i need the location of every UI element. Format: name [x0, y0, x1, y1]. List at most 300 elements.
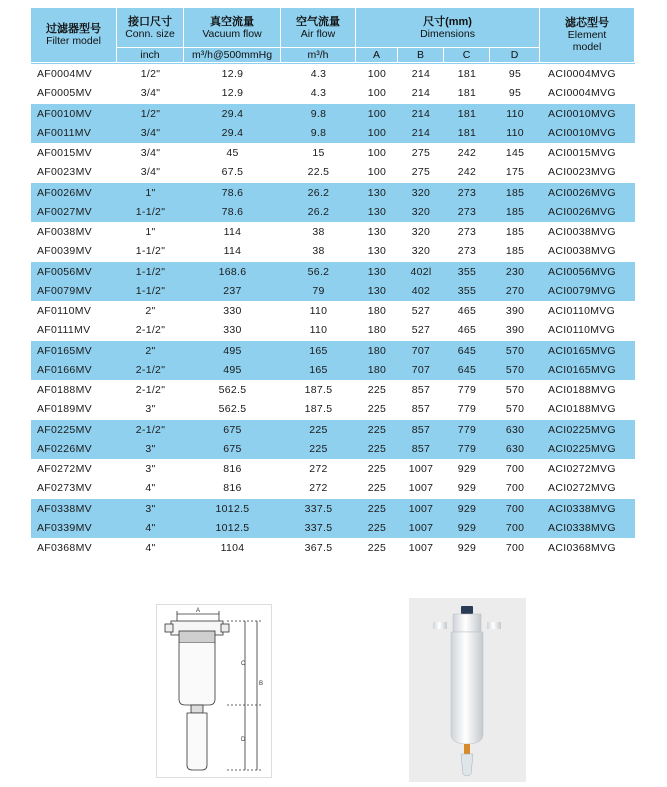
cell-vac: 562.5	[184, 399, 281, 418]
cell-d: 630	[490, 418, 540, 439]
header-conn-en: Conn. size	[125, 27, 175, 40]
collector-bottle	[187, 713, 207, 770]
cell-d: 700	[490, 537, 540, 557]
cell-conn: 1-1/2"	[117, 202, 184, 221]
cell-d: 700	[490, 518, 540, 537]
cell-b: 320	[398, 181, 444, 202]
cell-model: AF0110MV	[31, 300, 117, 320]
cell-b: 402	[398, 281, 444, 300]
cell-b: 214	[398, 102, 444, 123]
header-filter-model	[31, 8, 117, 63]
filter-spec-table	[31, 8, 635, 557]
cell-model: AF0189MV	[31, 399, 117, 418]
table-row	[31, 142, 635, 162]
table-row	[31, 83, 635, 102]
cell-a: 225	[356, 537, 398, 557]
cell-a: 100	[356, 123, 398, 142]
cell-elem: ACI0004MVG	[540, 83, 635, 102]
header-air-unit: m³/h	[281, 48, 356, 63]
cell-model: AF0339MV	[31, 518, 117, 537]
cell-model: AF0010MV	[31, 102, 117, 123]
cell-conn: 1-1/2"	[117, 281, 184, 300]
cell-model: AF0023MV	[31, 162, 117, 181]
cell-d: 700	[490, 458, 540, 478]
outlet-port	[221, 624, 229, 632]
cell-conn: 2-1/2"	[117, 320, 184, 339]
cell-a: 225	[356, 518, 398, 537]
cell-vac: 495	[184, 360, 281, 379]
header-dim-en: Dimensions	[420, 27, 475, 40]
header-elem-en2: model	[572, 41, 602, 53]
cell-conn: 4"	[117, 518, 184, 537]
cell-a: 130	[356, 281, 398, 300]
label-a: A	[196, 608, 201, 614]
cell-model: AF0027MV	[31, 202, 117, 221]
cell-conn: 3/4"	[117, 83, 184, 102]
cell-d: 570	[490, 399, 540, 418]
cell-conn: 3"	[117, 458, 184, 478]
cell-conn: 4"	[117, 478, 184, 497]
cell-elem: ACI0038MVG	[540, 241, 635, 260]
cell-b: 857	[398, 399, 444, 418]
cell-d: 700	[490, 478, 540, 497]
cell-air: 165	[281, 360, 356, 379]
cell-conn: 2-1/2"	[117, 418, 184, 439]
cell-air: 110	[281, 300, 356, 320]
table-row	[31, 458, 635, 478]
cell-conn: 2"	[117, 339, 184, 360]
cell-air: 79	[281, 281, 356, 300]
cell-air: 337.5	[281, 497, 356, 518]
header-dimensions	[356, 8, 540, 48]
cell-elem: ACI0225MVG	[540, 418, 635, 439]
cell-elem: ACI0010MVG	[540, 102, 635, 123]
cell-b: 275	[398, 142, 444, 162]
cell-c: 929	[444, 497, 490, 518]
cell-d: 175	[490, 162, 540, 181]
cell-a: 180	[356, 300, 398, 320]
cell-c: 465	[444, 300, 490, 320]
cell-elem: ACI0023MVG	[540, 162, 635, 181]
cell-conn: 2-1/2"	[117, 379, 184, 399]
cell-b: 402l	[398, 260, 444, 281]
cell-d: 185	[490, 202, 540, 221]
cell-a: 180	[356, 320, 398, 339]
table-row	[31, 320, 635, 339]
table-body	[31, 63, 635, 557]
drain-bottle	[461, 754, 473, 776]
cell-a: 180	[356, 339, 398, 360]
cell-model: AF0188MV	[31, 379, 117, 399]
table-row	[31, 181, 635, 202]
cell-conn: 1-1/2"	[117, 260, 184, 281]
table-row	[31, 399, 635, 418]
cell-d: 185	[490, 181, 540, 202]
header-conn-cn: 接口尺寸	[128, 15, 172, 28]
cell-model: AF0079MV	[31, 281, 117, 300]
cell-model: AF0165MV	[31, 339, 117, 360]
cell-elem: ACI0165MVG	[540, 360, 635, 379]
cell-air: 225	[281, 439, 356, 458]
cell-b: 527	[398, 300, 444, 320]
cell-a: 225	[356, 458, 398, 478]
cell-c: 779	[444, 418, 490, 439]
cell-c: 181	[444, 83, 490, 102]
cell-b: 1007	[398, 478, 444, 497]
label-c: C	[241, 661, 246, 667]
inlet-port	[165, 624, 173, 632]
cell-a: 225	[356, 418, 398, 439]
cell-model: AF0026MV	[31, 181, 117, 202]
cell-vac: 816	[184, 458, 281, 478]
cell-vac: 237	[184, 281, 281, 300]
cell-vac: 78.6	[184, 202, 281, 221]
cell-a: 100	[356, 142, 398, 162]
cell-model: AF0272MV	[31, 458, 117, 478]
cell-c: 645	[444, 360, 490, 379]
cell-b: 857	[398, 379, 444, 399]
cell-elem: ACI0026MVG	[540, 202, 635, 221]
inlet-pipe	[433, 622, 447, 629]
table-row	[31, 360, 635, 379]
cell-b: 214	[398, 83, 444, 102]
cell-elem: ACI0165MVG	[540, 339, 635, 360]
cell-air: 4.3	[281, 63, 356, 83]
cell-air: 26.2	[281, 202, 356, 221]
cell-air: 110	[281, 320, 356, 339]
cell-conn: 3"	[117, 399, 184, 418]
cell-c: 273	[444, 241, 490, 260]
cell-elem: ACI0188MVG	[540, 399, 635, 418]
cell-vac: 168.6	[184, 260, 281, 281]
cell-vac: 29.4	[184, 123, 281, 142]
table-row	[31, 518, 635, 537]
table-row	[31, 497, 635, 518]
cell-air: 56.2	[281, 260, 356, 281]
table-row	[31, 123, 635, 142]
cell-b: 320	[398, 221, 444, 241]
top-fitting	[461, 606, 473, 614]
cell-model: AF0004MV	[31, 63, 117, 83]
cell-air: 9.8	[281, 102, 356, 123]
cell-air: 272	[281, 458, 356, 478]
header-air-en: Air flow	[300, 27, 336, 40]
cell-model: AF0111MV	[31, 320, 117, 339]
cell-vac: 114	[184, 241, 281, 260]
cell-c: 273	[444, 221, 490, 241]
table-row	[31, 221, 635, 241]
cell-vac: 114	[184, 221, 281, 241]
cell-vac: 67.5	[184, 162, 281, 181]
drain-neck	[191, 705, 203, 713]
label-d: D	[241, 737, 246, 743]
table-row	[31, 300, 635, 320]
cell-vac: 1012.5	[184, 518, 281, 537]
cell-a: 225	[356, 399, 398, 418]
cell-air: 272	[281, 478, 356, 497]
cell-c: 355	[444, 260, 490, 281]
cell-b: 1007	[398, 518, 444, 537]
cell-elem: ACI0225MVG	[540, 439, 635, 458]
cell-model: AF0368MV	[31, 537, 117, 557]
cell-c: 273	[444, 181, 490, 202]
table-row	[31, 202, 635, 221]
table-row	[31, 379, 635, 399]
cell-d: 630	[490, 439, 540, 458]
cell-b: 857	[398, 439, 444, 458]
cell-vac: 495	[184, 339, 281, 360]
cell-c: 181	[444, 102, 490, 123]
cell-b: 1007	[398, 497, 444, 518]
cell-conn: 3"	[117, 439, 184, 458]
cell-d: 95	[490, 63, 540, 83]
header-dim-c: C	[444, 48, 490, 63]
table-row	[31, 162, 635, 181]
product-photo	[409, 598, 526, 782]
cell-b: 1007	[398, 458, 444, 478]
cell-b: 320	[398, 202, 444, 221]
cell-d: 185	[490, 241, 540, 260]
cell-b: 214	[398, 63, 444, 83]
cell-model: AF0338MV	[31, 497, 117, 518]
cell-conn: 1"	[117, 221, 184, 241]
header-vacuum-flow	[184, 8, 281, 48]
cell-elem: ACI0110MVG	[540, 300, 635, 320]
housing-body	[451, 632, 483, 744]
cell-air: 187.5	[281, 379, 356, 399]
outlet-pipe	[487, 622, 501, 629]
table-row	[31, 63, 635, 83]
header-elem-cn: 滤芯型号	[565, 17, 610, 29]
cell-model: AF0056MV	[31, 260, 117, 281]
cell-b: 214	[398, 123, 444, 142]
cell-a: 130	[356, 260, 398, 281]
cell-d: 390	[490, 300, 540, 320]
cell-air: 38	[281, 221, 356, 241]
cell-model: AF0226MV	[31, 439, 117, 458]
table-row	[31, 537, 635, 557]
header-dim-d: D	[490, 48, 540, 63]
cell-conn: 1"	[117, 181, 184, 202]
cell-air: 9.8	[281, 123, 356, 142]
cell-c: 242	[444, 162, 490, 181]
header-vac-cn: 真空流量	[210, 15, 254, 28]
cell-model: AF0273MV	[31, 478, 117, 497]
cell-a: 225	[356, 478, 398, 497]
table-row	[31, 418, 635, 439]
cell-model: AF0005MV	[31, 83, 117, 102]
cell-vac: 562.5	[184, 379, 281, 399]
cell-b: 527	[398, 320, 444, 339]
cell-c: 273	[444, 202, 490, 221]
drain-valve	[464, 744, 470, 754]
cell-conn: 4"	[117, 537, 184, 557]
filter-element-top	[179, 631, 215, 643]
dimension-drawing	[156, 604, 272, 778]
cell-c: 181	[444, 63, 490, 83]
cell-b: 1007	[398, 537, 444, 557]
cell-vac: 816	[184, 478, 281, 497]
cell-vac: 1012.5	[184, 497, 281, 518]
cell-a: 130	[356, 181, 398, 202]
table-row	[31, 102, 635, 123]
cell-air: 15	[281, 142, 356, 162]
cell-conn: 3/4"	[117, 142, 184, 162]
cell-conn: 2-1/2"	[117, 360, 184, 379]
cell-conn: 3"	[117, 497, 184, 518]
cell-model: AF0225MV	[31, 418, 117, 439]
cell-d: 185	[490, 221, 540, 241]
cell-elem: ACI0338MVG	[540, 497, 635, 518]
cell-elem: ACI0272MVG	[540, 478, 635, 497]
cell-air: 187.5	[281, 399, 356, 418]
header-elem-en1: Element	[567, 29, 607, 41]
header-dim-a: A	[356, 48, 398, 63]
cell-air: 38	[281, 241, 356, 260]
cell-c: 779	[444, 379, 490, 399]
cell-c: 779	[444, 439, 490, 458]
header-vac-en: Vacuum flow	[202, 27, 262, 40]
cell-b: 320	[398, 241, 444, 260]
cell-c: 242	[444, 142, 490, 162]
cell-a: 130	[356, 241, 398, 260]
head-casting	[453, 614, 481, 632]
header-air-flow	[281, 8, 356, 48]
cell-a: 100	[356, 162, 398, 181]
cell-elem: ACI0056MVG	[540, 260, 635, 281]
cell-a: 130	[356, 221, 398, 241]
cell-d: 390	[490, 320, 540, 339]
cell-d: 570	[490, 379, 540, 399]
cell-elem: ACI0272MVG	[540, 458, 635, 478]
header-conn-size	[117, 8, 184, 48]
cell-vac: 675	[184, 439, 281, 458]
cell-b: 275	[398, 162, 444, 181]
header-vac-unit: m³/h@500mmHg	[184, 48, 281, 63]
cell-d: 145	[490, 142, 540, 162]
cell-elem: ACI0188MVG	[540, 379, 635, 399]
cell-vac: 330	[184, 300, 281, 320]
table-header	[31, 8, 635, 63]
cell-d: 110	[490, 102, 540, 123]
cell-c: 181	[444, 123, 490, 142]
cell-vac: 12.9	[184, 83, 281, 102]
cell-c: 929	[444, 518, 490, 537]
cell-vac: 78.6	[184, 181, 281, 202]
cell-model: AF0038MV	[31, 221, 117, 241]
cell-c: 645	[444, 339, 490, 360]
cell-a: 180	[356, 360, 398, 379]
header-dim-cn: 尺寸(mm)	[423, 15, 472, 28]
cell-elem: ACI0026MVG	[540, 181, 635, 202]
cell-vac: 12.9	[184, 63, 281, 83]
cell-c: 929	[444, 458, 490, 478]
cell-d: 570	[490, 339, 540, 360]
header-conn-unit: inch	[117, 48, 184, 63]
cell-conn: 3/4"	[117, 162, 184, 181]
header-element-model	[540, 8, 635, 63]
table-row	[31, 478, 635, 497]
cell-conn: 1-1/2"	[117, 241, 184, 260]
dimension-drawing-svg	[157, 605, 271, 777]
header-dim-b: B	[398, 48, 444, 63]
cell-model: AF0015MV	[31, 142, 117, 162]
table-row	[31, 439, 635, 458]
cell-b: 707	[398, 339, 444, 360]
cell-a: 100	[356, 83, 398, 102]
label-b: B	[259, 681, 264, 687]
cell-model: AF0011MV	[31, 123, 117, 142]
cell-air: 225	[281, 418, 356, 439]
cell-air: 26.2	[281, 181, 356, 202]
cell-conn: 2"	[117, 300, 184, 320]
header-filter-model-cn: 过滤器型号	[46, 23, 101, 35]
cell-d: 95	[490, 83, 540, 102]
cell-a: 225	[356, 497, 398, 518]
cell-a: 100	[356, 63, 398, 83]
cell-air: 4.3	[281, 83, 356, 102]
table-row	[31, 339, 635, 360]
cell-vac: 675	[184, 418, 281, 439]
cell-vac: 330	[184, 320, 281, 339]
cell-model: AF0166MV	[31, 360, 117, 379]
cell-d: 570	[490, 360, 540, 379]
cell-elem: ACI0015MVG	[540, 142, 635, 162]
cell-elem: ACI0038MVG	[540, 221, 635, 241]
filter-bowl	[179, 643, 215, 705]
cell-d: 110	[490, 123, 540, 142]
cell-b: 857	[398, 418, 444, 439]
cell-c: 929	[444, 478, 490, 497]
table-row	[31, 281, 635, 300]
cell-a: 130	[356, 202, 398, 221]
cell-a: 225	[356, 379, 398, 399]
cell-conn: 1/2"	[117, 102, 184, 123]
cell-vac: 45	[184, 142, 281, 162]
cell-c: 355	[444, 281, 490, 300]
cell-model: AF0039MV	[31, 241, 117, 260]
spec-table-container	[31, 8, 616, 557]
cell-b: 707	[398, 360, 444, 379]
table-row	[31, 260, 635, 281]
cell-vac: 1104	[184, 537, 281, 557]
cell-d: 230	[490, 260, 540, 281]
cell-elem: ACI0004MVG	[540, 63, 635, 83]
cell-elem: ACI0110MVG	[540, 320, 635, 339]
cell-air: 337.5	[281, 518, 356, 537]
cell-air: 22.5	[281, 162, 356, 181]
cell-d: 270	[490, 281, 540, 300]
header-filter-model-en: Filter model	[46, 35, 101, 47]
cell-elem: ACI0338MVG	[540, 518, 635, 537]
cell-elem: ACI0368MVG	[540, 537, 635, 557]
cell-c: 779	[444, 399, 490, 418]
product-photo-svg	[409, 598, 526, 782]
cell-air: 367.5	[281, 537, 356, 557]
cell-c: 929	[444, 537, 490, 557]
cell-conn: 3/4"	[117, 123, 184, 142]
cell-elem: ACI0079MVG	[540, 281, 635, 300]
cell-d: 700	[490, 497, 540, 518]
cell-a: 225	[356, 439, 398, 458]
table-row	[31, 241, 635, 260]
cell-air: 165	[281, 339, 356, 360]
cell-vac: 29.4	[184, 102, 281, 123]
cell-conn: 1/2"	[117, 63, 184, 83]
cell-a: 100	[356, 102, 398, 123]
cell-elem: ACI0010MVG	[540, 123, 635, 142]
cell-c: 465	[444, 320, 490, 339]
